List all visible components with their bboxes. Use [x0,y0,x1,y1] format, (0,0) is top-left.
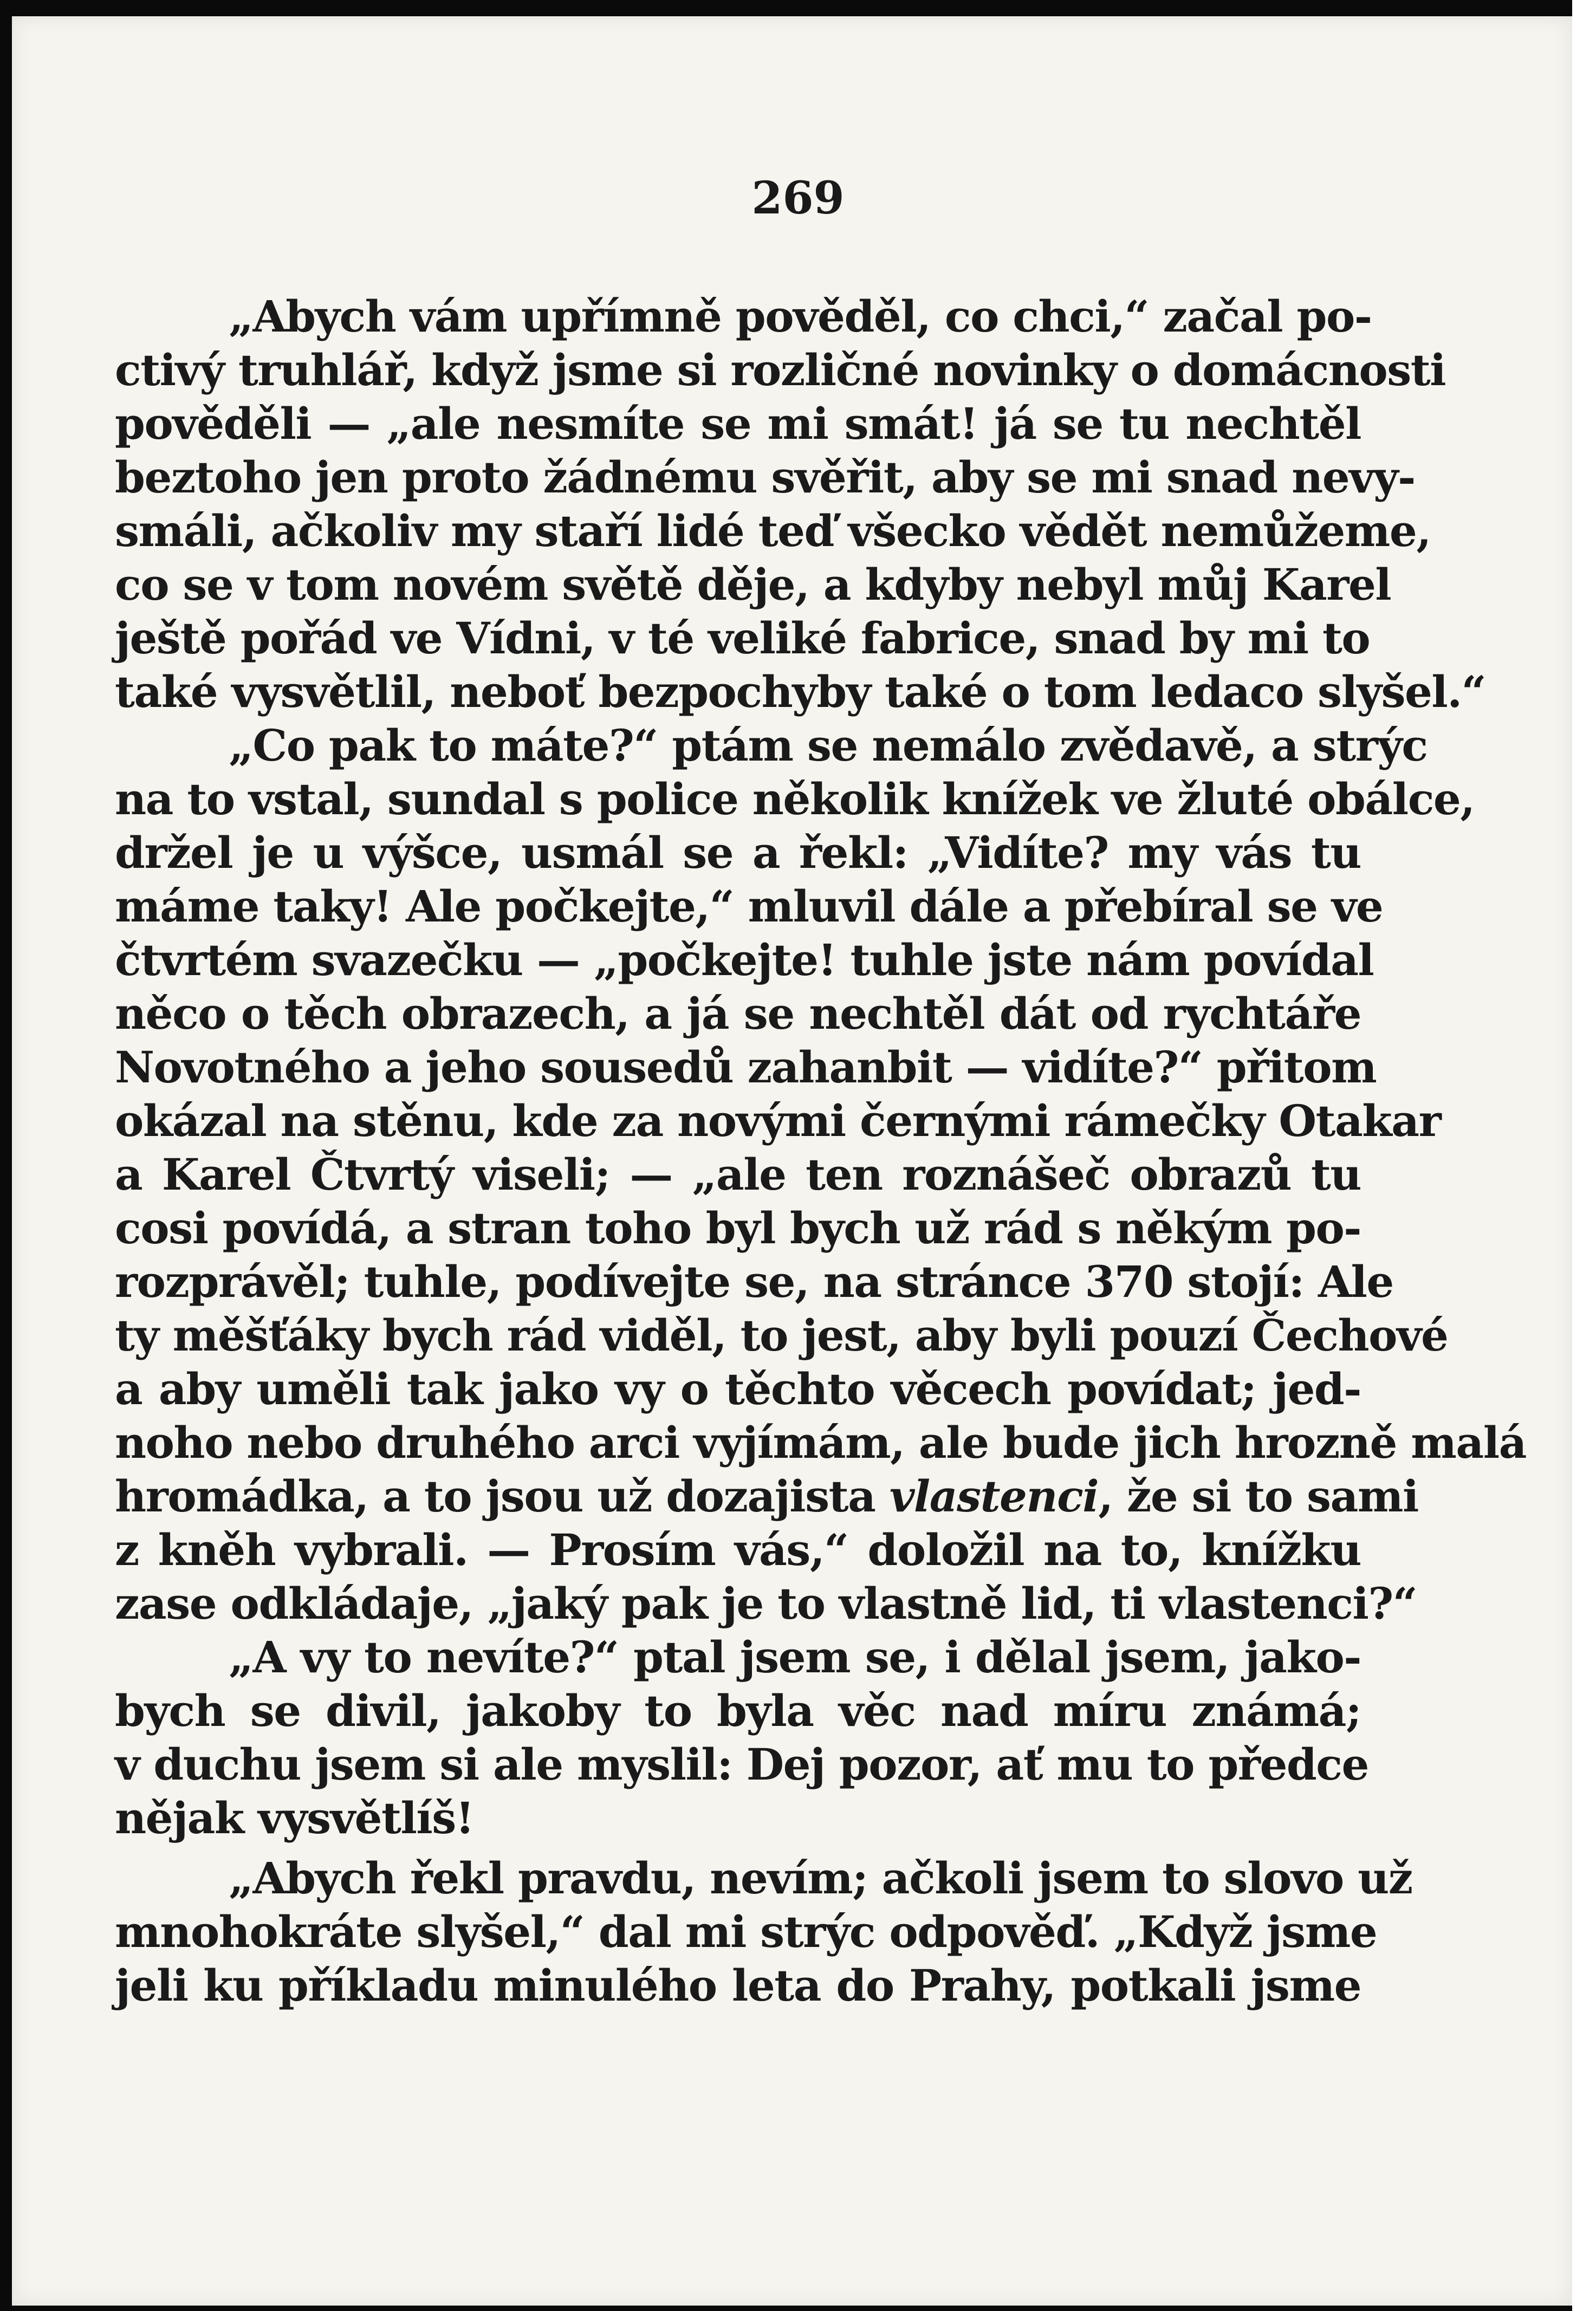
text-line: „A vy to nevíte?“ ptal jsem se, i dělal jsem, jako- [229,1632,1361,1683]
text-line: také vysvětlil, neboť bezpochyby také o tom ledaco slyšel.“ [115,666,1486,717]
text-line: jeli ku příkladu minulého leta do Prahy, potkali jsme [115,1960,1361,2011]
text-line: v duchu jsem si ale myslil: Dej pozor, ať mu to předce [115,1739,1368,1790]
text-line: „Abych vám upřímně pověděl, co chci,“ začal po- [229,291,1372,342]
page-number: 269 [751,172,845,224]
text-line: z kněh vybrali. — Prosím vás,“ doložil na to, knížku [115,1524,1361,1575]
text-line: máme taky! Ale počkejte,“ mluvil dále a přebíral se ve [115,881,1383,932]
text-line: Novotného a jeho sousedů zahanbit — vidíte?“ přitom [115,1042,1377,1093]
text-line: zase odkládaje, „jaký pak je to vlastně lid, ti vlastenci?“ [115,1578,1417,1629]
text-line: ještě pořád ve Vídni, v té veliké fabrice, snad by mi to [115,613,1370,664]
text-line: nějak vysvětlíš! [115,1793,474,1843]
text-line: cosi povídá, a stran toho byl bych už rád s někým po- [115,1203,1361,1254]
text-line: noho nebo druhého arci vyjímám, ale bude jich hrozně malá [115,1417,1526,1468]
text-line: a aby uměli tak jako vy o těchto věcech povídat; jed- [115,1364,1361,1414]
italic-word: vlastenci [889,1471,1099,1522]
text-line: co se v tom novém světě děje, a kdyby nebyl můj Karel [115,559,1391,610]
text-line: a Karel Čtvrtý viseli; — „ale ten roznášeč obrazů tu [115,1149,1361,1200]
text-line: bych se divil, jakoby to byla věc nad míru známá; [115,1685,1361,1736]
text-line: okázal na stěnu, kde za novými černými rámečky Otakar [115,1095,1441,1146]
text-line: rozprávěl; tuhle, podívejte se, na stránce 370 stojí: Ale [115,1256,1393,1307]
text-line: „Co pak to máte?“ ptám se nemálo zvědavě, a strýc [229,720,1428,771]
text-line: mnohokráte slyšel,“ dal mi strýc odpověď. „Když jsme [115,1906,1377,1957]
text-line: beztoho jen proto žádnému svěřit, aby se mi snad nevy- [115,452,1415,503]
text-line [115,1470,1418,1523]
text-line: pověděli — „ale nesmíte se mi smát! já se tu nechtěl [115,398,1361,449]
text-line: na to vstal, sundal s police několik knížek ve žluté obálce, [115,774,1475,825]
text-line: držel je u výšce, usmál se a řekl: „Vidíte? my vás tu [115,827,1361,878]
text-segment: , že si to sami [1098,1471,1418,1522]
text-segment: hromádka, a to jsou už dozajista [115,1471,875,1522]
page-edge [1572,0,1596,2311]
text-line: „Abych řekl pravdu, nevím; ačkoli jsem to slovo už [229,1853,1412,1904]
text-line: smáli, ačkoliv my staří lidé teď všecko vědět nemůžeme, [115,505,1431,556]
text-line: ty měšťáky bych rád viděl, to jest, aby byli pouzí Čechové [115,1310,1448,1361]
text-line: ctivý truhlář, když jsme si rozličné novinky o domácnosti [115,345,1446,395]
text-line: něco o těch obrazech, a já se nechtěl dát od rychtáře [115,988,1361,1039]
body-text [115,290,1526,2013]
text-line: čtvrtém svazečku — „počkejte! tuhle jste nám povídal [115,934,1374,985]
